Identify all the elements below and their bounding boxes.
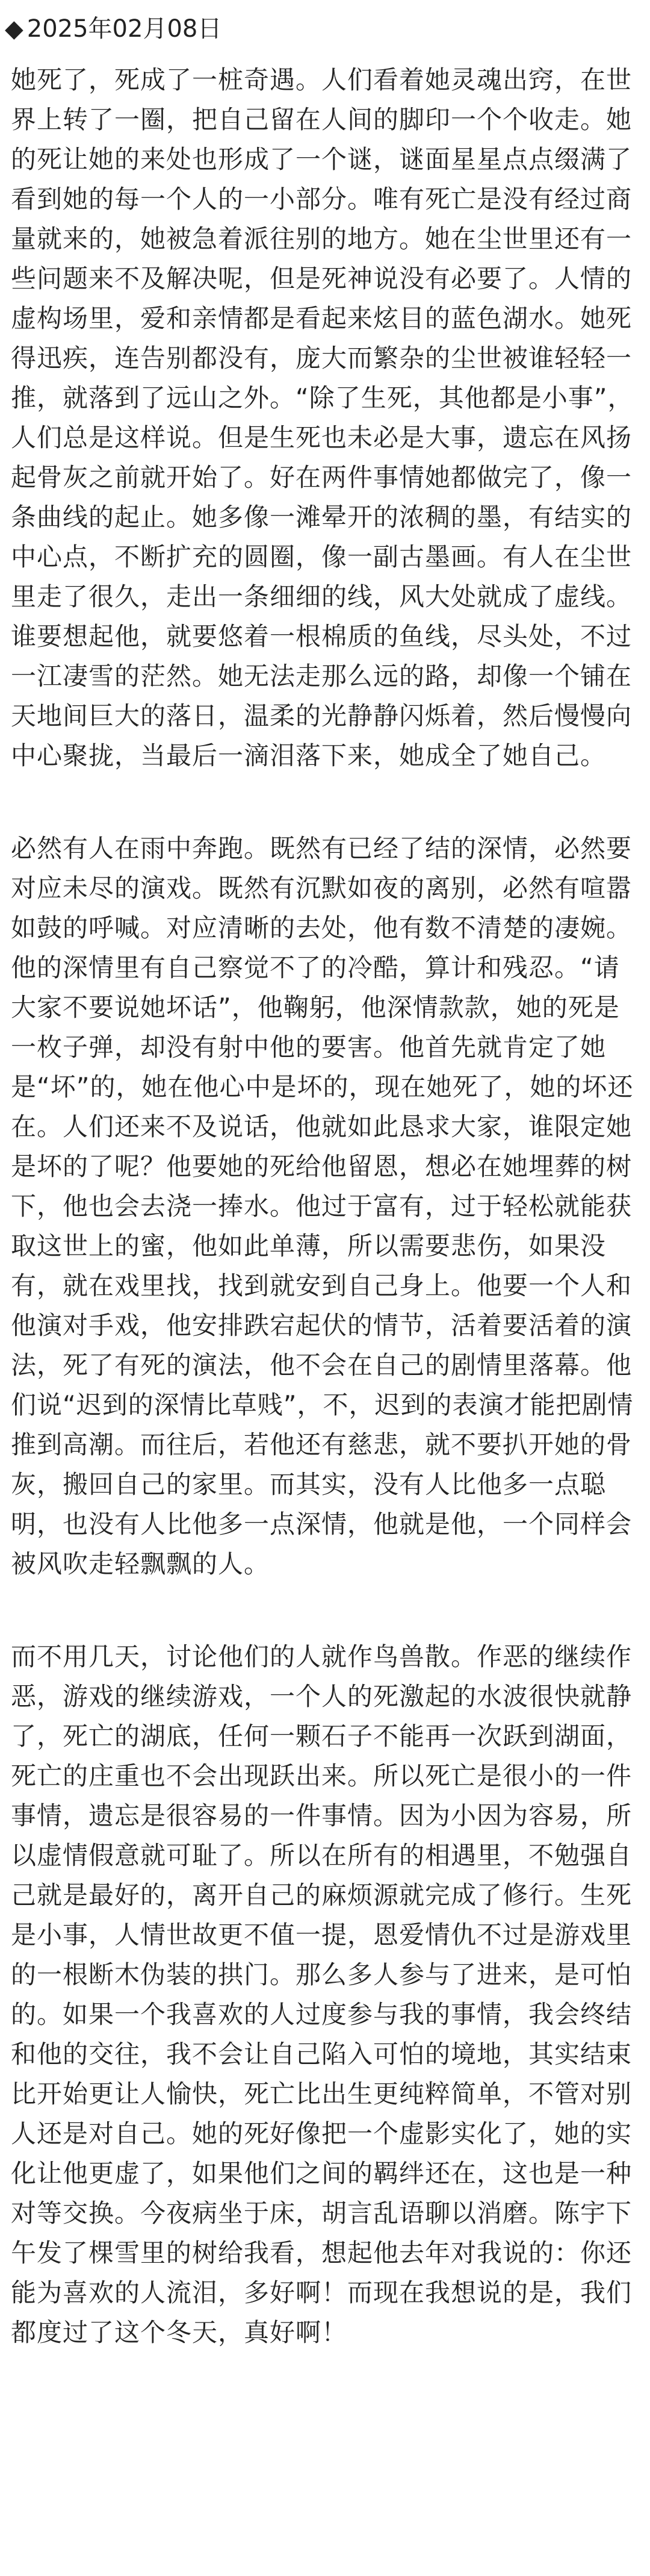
paragraph-2: 必然有人在雨中奔跑。既然有已经了结的深情，必然要对应未尽的演戏。既然有沉默如夜的离别，必然有喧嚣如鼓的呼喊。对应清晰的去处，他有数不清楚的凄婉。他的深情里有自己察觉不了的冷酷，算计和残忍。“请大家不要说她坏话”，他鞠躬，他深情款款，她的死是一枚子弹，却没有射中他的要害。他首先就肯定了她是“坏”的，她在他心中是坏的，现在她死了，她的坏还在。人们还来不及说话，他就如此恳求大家，谁限定她是坏的了呢？他要她的死给他留恩，想必在她埋葬的树下，他也会去浇一捧水。他过于富有，过于轻松就能获取这世上的蜜，他如此单薄，所以需要悲伤，如果没有，就在戏里找，找到就安到自己身上。他要一个人和他演对手戏，他安排跌宕起伏的情节，活着要活着的演法，死了有死的演法，他不会在自己的剧情里落幕。他们说“迟到的深情比草贱”，不，迟到的表演才能把剧情推到高潮。而往后，若他还有慈悲，就不要扒开她的骨灰，搬回自己的家里。而其实，没有人比他多一点聪明，也没有人比他多一点深情，他就是他，一个同样会被风吹走轻飘飘的人。 — [11, 834, 634, 1579]
post-date: 2025年02月08日 — [26, 15, 222, 43]
paragraph-3: 而不用几天，讨论他们的人就作鸟兽散。作恶的继续作恶，游戏的继续游戏，一个人的死激起的水波很快就静了，死亡的湖底，任何一颗石子不能再一次跃到湖面，死亡的庄重也不会出现跃出来。所以死亡是很小的一件事情，遗忘是很容易的一件事情。因为小因为容易，所以虚情假意就可耻了。所以在所有的相遇里，不勉强自己就是最好的，离开自己的麻烦源就完成了修行。生死是小事，人情世故更不值一提，恩爱情仇不过是游戏里的一根断木伪装的拱门。那么多人参与了进来，是可怕的。如果一个我喜欢的人过度参与我的事情，我会终结和他的交往，我不会让自己陷入可怕的境地，其实结束比开始更让人愉快，死亡比出生更纯粹简单，不管对别人还是对自己。她的死好像把一个虚影实化了，她的实化让他更虚了，如果他们之间的羁绊还在，这也是一种对等交换。今夜病坐于床，胡言乱语聊以消磨。陈宇下午发了棵雪里的树给我看，想起他去年对我说的：你还能为喜欢的人流泪，多好啊！而现在我想说的是，我们都度过了这个冬天，真好啊！ — [11, 1642, 633, 2347]
paragraph-1: 她死了，死成了一桩奇遇。人们看着她灵魂出窍，在世界上转了一圈，把自己留在人间的脚印一个个收走。她的死让她的来处也形成了一个谜，谜面星星点点缀满了看到她的每一个人的一小部分。唯有死亡是没有经过商量就来的，她被急着派往别的地方。她在尘世里还有一些问题来不及解决呢，但是死神说没有必要了。人情的虚构场里，爱和亲情都是看起来炫目的蓝色湖水。她死得迅疾，连告别都没有，庞大而繁杂的尘世被谁轻轻一推，就落到了远山之外。“除了生死，其他都是小事”，人们总是这样说。但是生死也未必是大事，遗忘在风扬起骨灰之前就开始了。好在两件事情她都做完了，像一条曲线的起止。她多像一滩晕开的浓稠的墨，有结实的中心点，不断扩充的圆圈，像一副古墨画。有人在尘世里走了很久，走出一条细细的线，风大处就成了虚线。谁要想起他，就要悠着一根棉质的鱼线，尽头处，不过一江凄雪的茫然。她无法走那么远的路，却像一个铺在天地间巨大的落日，温柔的光静静闪烁着，然后慢慢向中心聚拢，当最后一滴泪落下来，她成全了她自己。 — [11, 65, 634, 770]
diamond-icon: ◆ — [5, 15, 23, 43]
date-header — [5, 11, 221, 47]
article-body — [11, 60, 637, 2406]
